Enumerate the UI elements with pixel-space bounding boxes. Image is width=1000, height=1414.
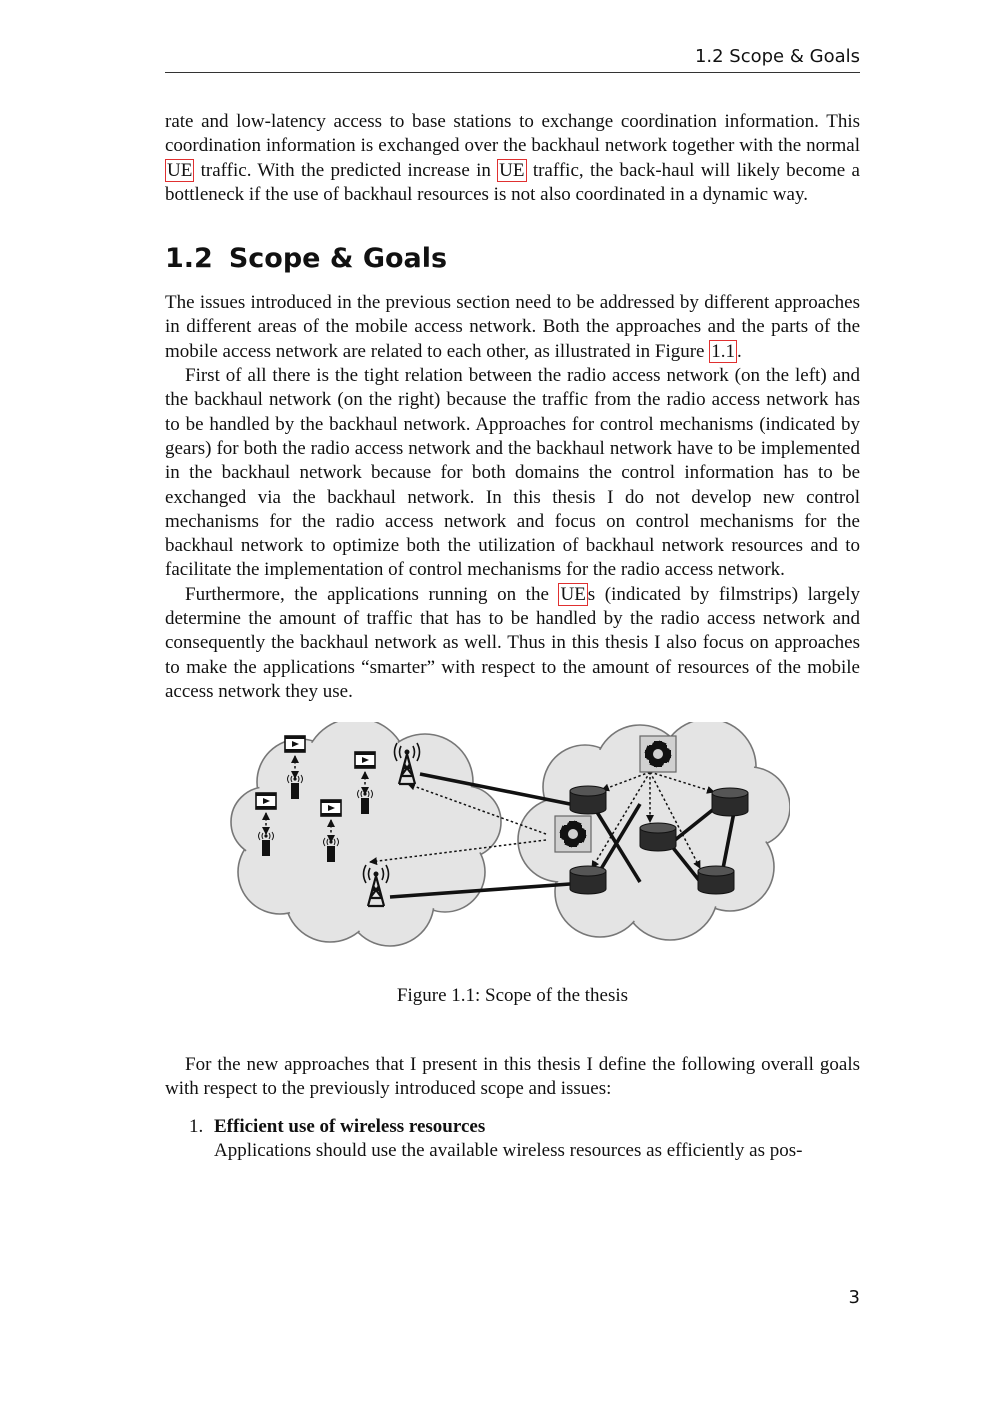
section-title: Scope & Goals — [228, 243, 448, 275]
router-icon — [570, 866, 606, 894]
text-run: The issues introduced in the previous section need to be addressed by different approaches in different areas of the mobile access network. Both the approaches and the parts of the mobile access network are related to each other, as illustrated in Figure — [165, 292, 860, 362]
figure-caption: Figure 1.1: Scope of the thesis — [396, 985, 629, 1007]
text-run: traffic. With the predicted increase in — [194, 159, 498, 181]
goals-list — [165, 1115, 860, 1164]
gear-icon — [555, 816, 591, 852]
gear-icon — [640, 736, 676, 772]
acronym-link-ue[interactable]: UE — [560, 583, 586, 605]
router-icon — [570, 786, 606, 814]
paragraph-2: First of all there is the tight relation between the radio access network (on the left) and the backhaul network (on the right) because the traffic from the radio access network has to be handled by the backhaul network. Approaches for control mechanisms (indicated by gears) for both the radio access network and the backhaul network have to be implemented in the backhaul network because for both domains the control information has to be exchanged via the backhaul network. In this thesis I do not develop new control mechanisms for the radio access network and focus on control mechanisms for the backhaul network to optimize both the utilization of backhaul network resources and to facilitate the implementation of control mechanisms for the radio access network. — [165, 365, 860, 581]
paragraph-4: For the new approaches that I present in this thesis I define the following overall goals with respect to the previously introduced scope and issues: — [165, 1053, 860, 1099]
text-run: s (indicated by filmstrips) largely determine the amount of traffic that has to be handled by the radio access network and consequently the backhaul network as well. Thus in this thesis I also focus on approaches to make the applications “smarter” with respect to the amount of resources of the mobile access network they use. — [165, 583, 860, 702]
body-text — [165, 110, 860, 1164]
text-run: rate and low-latency access to base stations to exchange coordination information. This coordination information is exchanged over the backhaul network together with the normal — [165, 111, 860, 157]
filmstrip-icon — [355, 752, 375, 768]
section-heading — [165, 241, 860, 277]
page-number: 3 — [848, 1287, 860, 1308]
router-icon — [698, 866, 734, 894]
paragraph-1 — [165, 291, 860, 364]
header-rule — [165, 72, 860, 73]
list-item-text: Applications should use the available wireless resources as efficiently as pos- — [214, 1140, 803, 1162]
paragraph-previous-section — [165, 110, 860, 207]
router-icon — [712, 788, 748, 816]
filmstrip-icon — [256, 793, 276, 809]
text-run: Furthermore, the applications running on the — [185, 583, 559, 605]
paragraph-3 — [165, 583, 860, 704]
acronym-link-ue[interactable]: UE — [167, 159, 193, 181]
list-item-title: Efficient use of wireless resources — [214, 1116, 486, 1138]
section-number: 1.2 — [165, 243, 213, 275]
router-icon — [640, 823, 676, 851]
filmstrip-icon — [285, 736, 305, 752]
filmstrip-icon — [321, 800, 341, 816]
list-item — [165, 1115, 860, 1164]
acronym-link-ue[interactable]: UE — [499, 159, 525, 181]
running-header: 1.2 Scope & Goals — [694, 46, 860, 67]
scope-diagram — [230, 722, 790, 952]
text-run: traffic, the back-haul will likely become a bottleneck if the use of backhaul resources is not also coordinated in a dynamic way. — [165, 159, 860, 205]
figure-reference-link[interactable]: 1.1 — [711, 340, 735, 362]
text-run: . — [736, 340, 742, 362]
figure-scope-diagram — [165, 722, 860, 966]
list-item-number: 1. — [189, 1116, 204, 1138]
